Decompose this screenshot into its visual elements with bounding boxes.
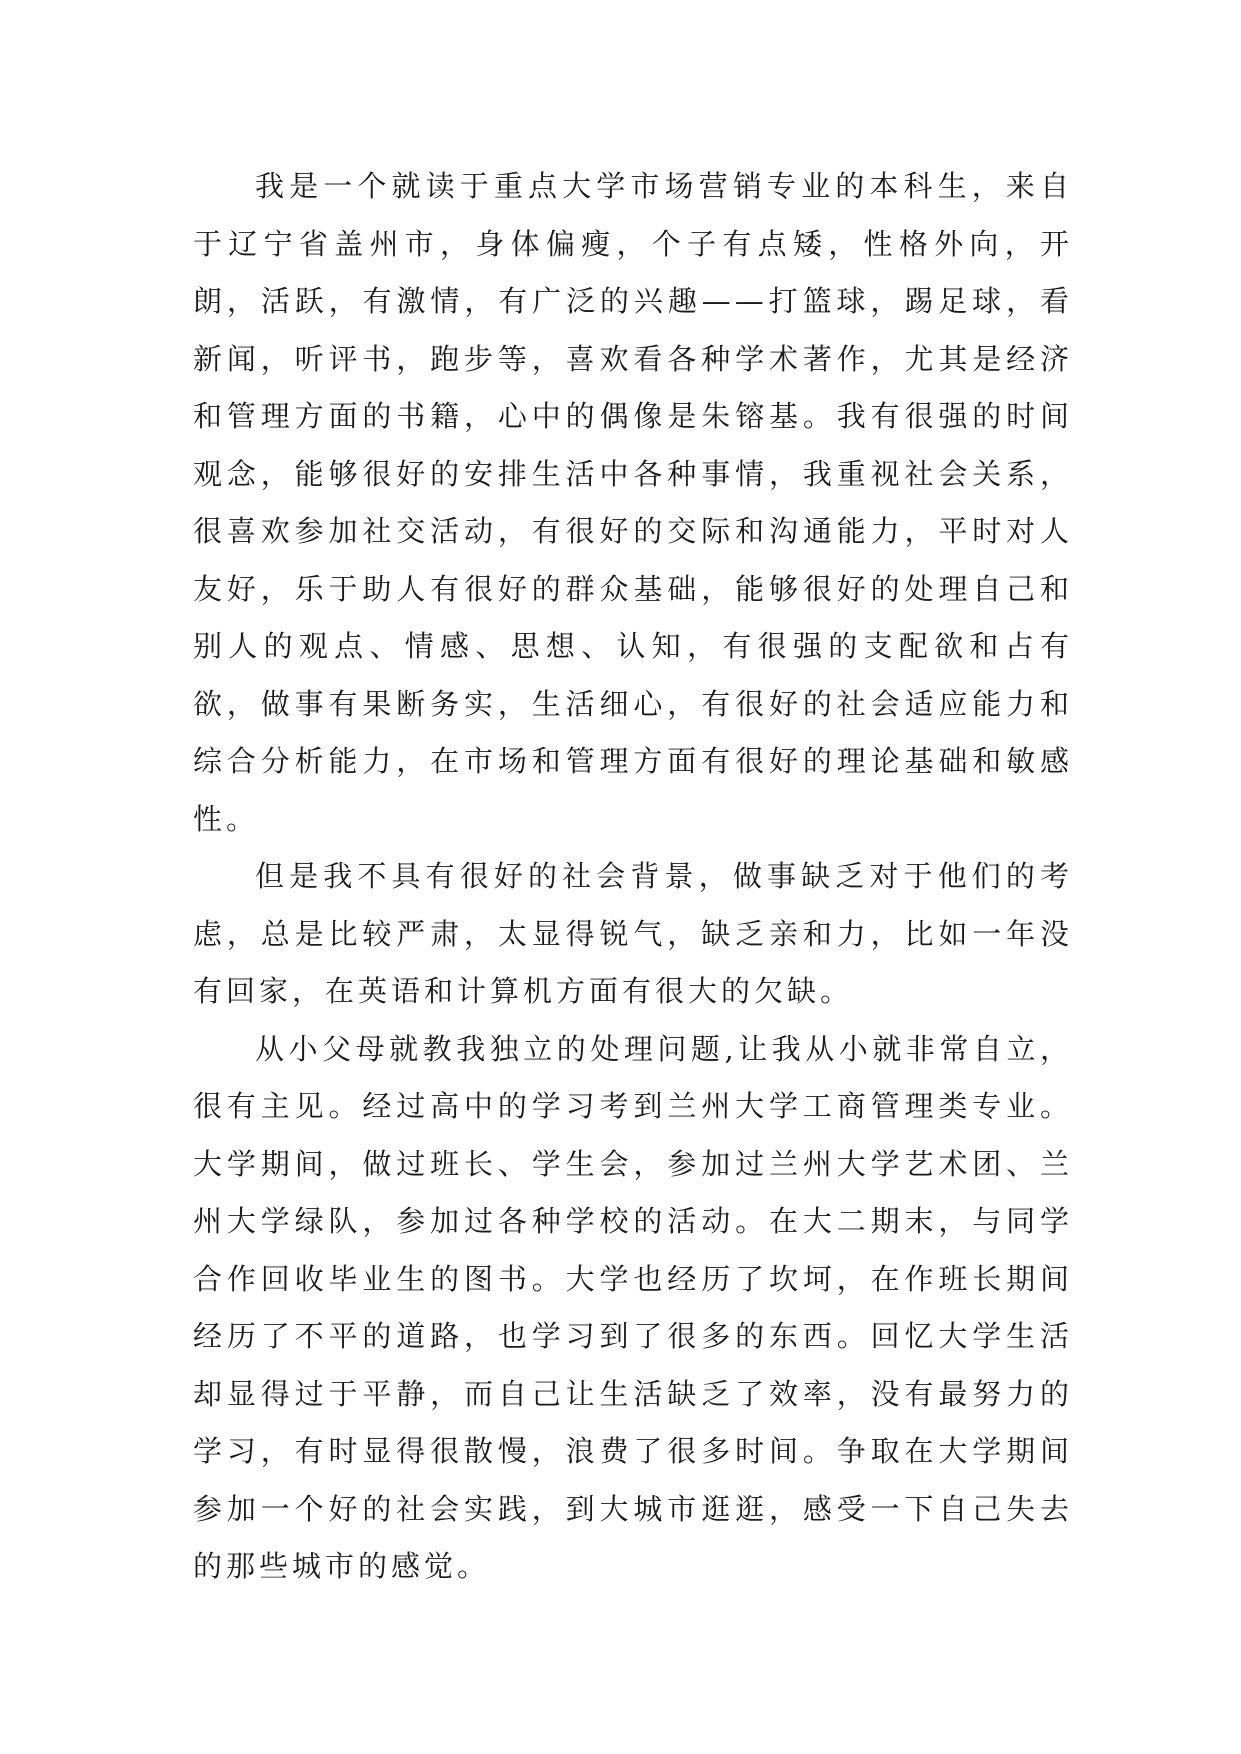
document-body [193, 158, 1073, 1596]
paragraph-weaknesses: 但是我不具有很好的社会背景，做事缺乏对于他们的考虑，总是比较严肃，太显得锐气，缺乏亲和力，比如一年没有回家，在英语和计算机方面有很大的欠缺。 [193, 859, 1073, 1008]
paragraph-experience: 从小父母就教我独立的处理问题,让我从小就非常自立，很有主见。经过高中的学习考到兰州大学工商管理类专业。大学期间，做过班长、学生会，参加过兰州大学艺术团、兰州大学绿队，参加过各种学校的活动。在大二期末，与同学合作回收毕业生的图书。大学也经历了坎坷，在作班长期间经历了不平的道路，也学习到了很多的东西。回忆大学生活却显得过于平静，而自己让生活缺乏了效率，没有最努力的学习，有时显得很散慢，浪费了很多时间。争取在大学期间参加一个好的社会实践，到大城市逛逛，感受一下自己失去的那些城市的感觉。 [193, 1031, 1073, 1583]
paragraph-self-introduction: 我是一个就读于重点大学市场营销专业的本科生，来自于辽宁省盖州市，身体偏瘦，个子有点矮，性格外向，开朗，活跃，有激情，有广泛的兴趣——打篮球，踢足球，看新闻，听评书，跑步等，喜欢看各种学术著作，尤其是经济和管理方面的书籍，心中的偶像是朱镕基。我有很强的时间观念，能够很好的安排生活中各种事情，我重视社会关系，很喜欢参加社交活动，有很好的交际和沟通能力，平时对人友好，乐于助人有很好的群众基础，能够很好的处理自己和别人的观点、情感、思想、认知，有很强的支配欲和占有欲，做事有果断务实，生活细心，有很好的社会适应能力和综合分析能力，在市场和管理方面有很好的理论基础和敏感性。 [193, 169, 1073, 836]
